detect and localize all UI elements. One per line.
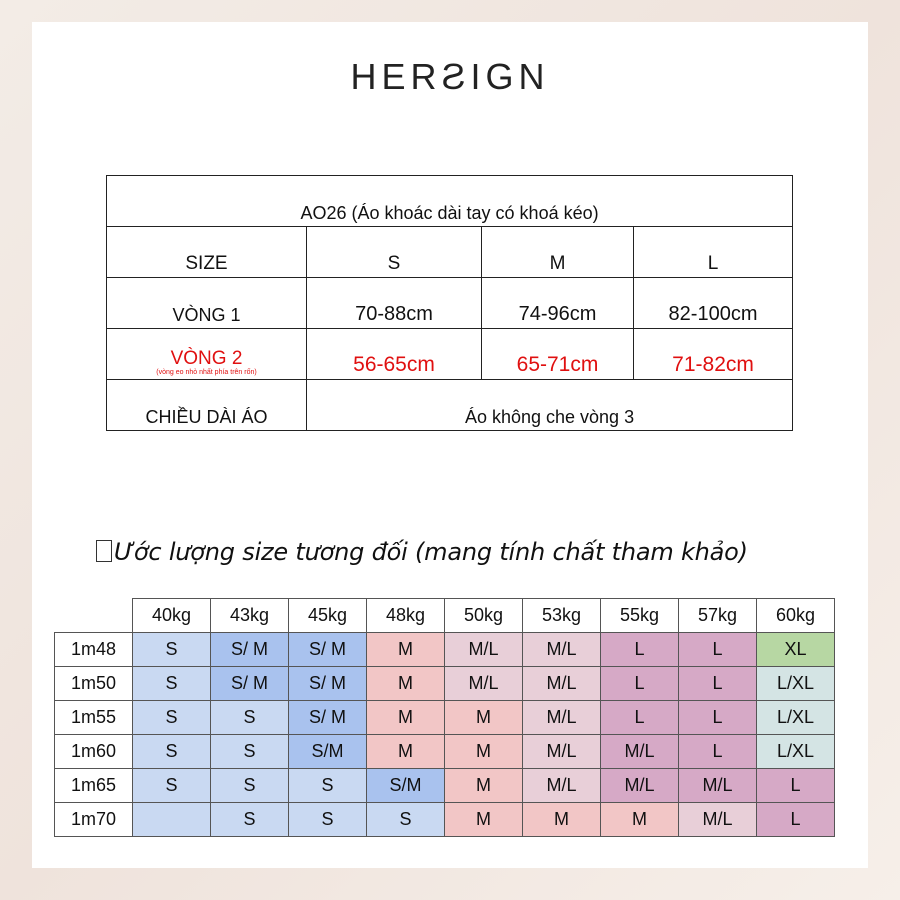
size-cell: M (445, 769, 523, 803)
size-cell: S (289, 769, 367, 803)
vong2-label-cell (107, 329, 307, 380)
weight-header: 60kg (757, 599, 835, 633)
size-cell: M (367, 735, 445, 769)
size-cell: S/ M (211, 667, 289, 701)
size-cell: M (445, 735, 523, 769)
size-cell: M/L (523, 769, 601, 803)
size-cell: S (211, 735, 289, 769)
size-cell: L (601, 701, 679, 735)
size-cell: L (601, 667, 679, 701)
vong1-m: 74-96cm (482, 278, 634, 329)
size-cell: L (679, 667, 757, 701)
vong1-s: 70-88cm (307, 278, 482, 329)
size-cell: M (523, 803, 601, 837)
size-cell: M/L (523, 701, 601, 735)
size-cell: L (601, 633, 679, 667)
size-cell: S (211, 803, 289, 837)
weight-header: 53kg (523, 599, 601, 633)
size-cell: M/L (679, 769, 757, 803)
size-cell: S/ M (211, 633, 289, 667)
estimate-heading-text: Ước lượng size tương đối (mang tính chất tham khảo) (114, 538, 748, 566)
grid-row-1m70 (55, 803, 835, 837)
size-cell: M (445, 701, 523, 735)
size-cell: L/XL (757, 735, 835, 769)
weight-header: 50kg (445, 599, 523, 633)
size-cell: S (367, 803, 445, 837)
size-cell: M (367, 667, 445, 701)
size-cell: S/ M (289, 633, 367, 667)
size-cell: L (679, 633, 757, 667)
size-cell: S/M (289, 735, 367, 769)
size-cell: S/ M (289, 667, 367, 701)
placeholder-glyph-icon (96, 540, 112, 562)
spec-header-m: M (482, 227, 634, 278)
size-cell: S (133, 667, 211, 701)
size-cell: M (445, 803, 523, 837)
grid-row-1m65 (55, 769, 835, 803)
size-cell: M/L (601, 769, 679, 803)
length-label: CHIỀU DÀI ÁO (107, 380, 307, 431)
grid-header-row (55, 599, 835, 633)
size-cell: M (601, 803, 679, 837)
weight-header: 43kg (211, 599, 289, 633)
spec-header-s: S (307, 227, 482, 278)
vong2-note: (vòng eo nhỏ nhất phía trên rốn) (156, 368, 257, 376)
size-cell: M (367, 633, 445, 667)
size-cell: S (133, 769, 211, 803)
size-cell: L/XL (757, 701, 835, 735)
weight-header: 40kg (133, 599, 211, 633)
size-card (32, 22, 868, 868)
size-cell: L (679, 735, 757, 769)
size-cell: S/ M (289, 701, 367, 735)
grid-body (55, 633, 835, 837)
size-cell: L (757, 803, 835, 837)
size-cell: S (211, 769, 289, 803)
height-label: 1m70 (55, 803, 133, 837)
size-cell: M/L (523, 667, 601, 701)
grid-row-1m48 (55, 633, 835, 667)
vong1-l: 82-100cm (634, 278, 793, 329)
height-label: 1m55 (55, 701, 133, 735)
size-cell: S (133, 701, 211, 735)
brand-logo: HERƧIGN (350, 56, 550, 97)
size-cell (133, 803, 211, 837)
size-cell: M/L (679, 803, 757, 837)
height-label: 1m65 (55, 769, 133, 803)
size-cell: M/L (445, 633, 523, 667)
vong2-s: 56-65cm (307, 329, 482, 380)
weight-header: 45kg (289, 599, 367, 633)
weight-header: 55kg (601, 599, 679, 633)
length-value: Áo không che vòng 3 (307, 380, 793, 431)
weight-header: 48kg (367, 599, 445, 633)
weight-header: 57kg (679, 599, 757, 633)
vong2-label: VÒNG 2 (170, 347, 243, 369)
vong1-label: VÒNG 1 (107, 278, 307, 329)
size-cell: S (133, 735, 211, 769)
size-cell: L (757, 769, 835, 803)
grid-row-1m50 (55, 667, 835, 701)
spec-title: AO26 (Áo khoác dài tay có khoá kéo) (107, 176, 793, 227)
size-cell: S (211, 701, 289, 735)
size-cell: XL (757, 633, 835, 667)
spec-header-size: SIZE (107, 227, 307, 278)
size-grid (54, 598, 835, 837)
grid-row-1m55 (55, 701, 835, 735)
grid-corner (55, 599, 133, 633)
grid-row-1m60 (55, 735, 835, 769)
spec-table (106, 175, 793, 431)
size-cell: L (679, 701, 757, 735)
size-cell: S/M (367, 769, 445, 803)
estimate-heading (96, 538, 816, 566)
size-cell: M/L (523, 735, 601, 769)
size-cell: S (133, 633, 211, 667)
vong2-m: 65-71cm (482, 329, 634, 380)
spec-header-l: L (634, 227, 793, 278)
height-label: 1m48 (55, 633, 133, 667)
vong2-l: 71-82cm (634, 329, 793, 380)
height-label: 1m60 (55, 735, 133, 769)
size-cell: S (289, 803, 367, 837)
size-cell: M/L (523, 633, 601, 667)
size-cell: M/L (445, 667, 523, 701)
size-cell: M (367, 701, 445, 735)
size-cell: L/XL (757, 667, 835, 701)
size-cell: M/L (601, 735, 679, 769)
height-label: 1m50 (55, 667, 133, 701)
